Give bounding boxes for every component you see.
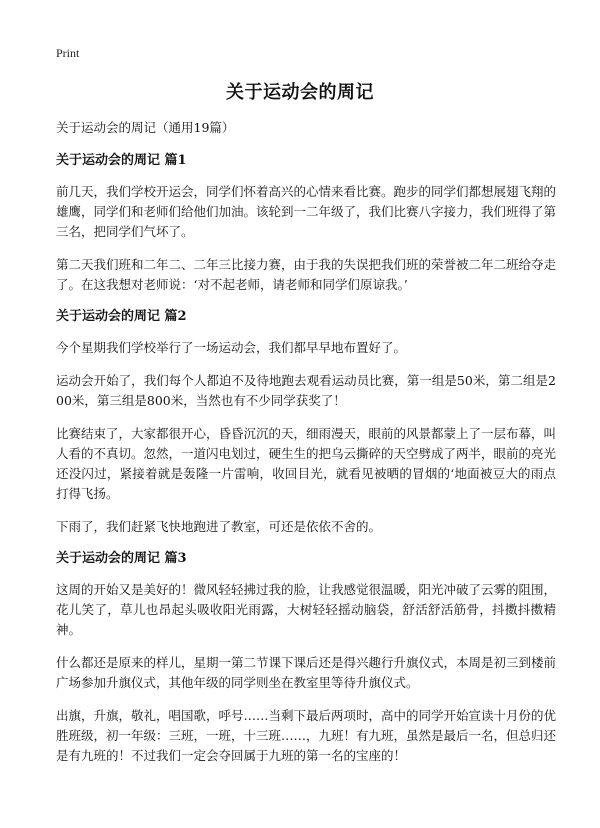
section-heading-2: 关于运动会的周记 篇2 xyxy=(56,309,187,324)
paragraph: 第二天我们班和二年二、二年三比接力赛，由于我的失误把我们班的荣誉被二年二班给夺走了。在这我想对老师说：‘对不起老师，请老师和同学们原谅我。’ xyxy=(56,257,557,292)
paragraph: 今个星期我们学校举行了一场运动会，我们都早早地布置好了。 xyxy=(56,340,407,355)
paragraph: 出旗，升旗，敬礼，唱国歌，呼号……当剩下最后两项时，高中的同学开始宣读十月份的优胜班级，初一年级：三班，一班，十三班……，九班！有九班，虽然是最后一名，但总归还是有九班的！不过我们一定会夺回属于九班的第一名的宝座的！ xyxy=(56,708,557,763)
print-link[interactable]: Print xyxy=(56,46,80,60)
paragraph: 什么都还是原来的样儿，星期一第二节课下课后还是得兴趣行升旗仪式，本周是初三到楼前广场参加升旗仪式，其他年级的同学则坐在教室里等待升旗仪式。 xyxy=(56,655,557,690)
section-heading-3: 关于运动会的周记 篇3 xyxy=(56,551,187,566)
paragraph: 前几天，我们学校开运会，同学们怀着高兴的心情来看比赛。跑步的同学们都想展翅飞翔的雄鹰，同学们和老师们给他们加油。该轮到一二年级了，我们比赛八字接力，我们班得了第三名，把同学们气坏了。 xyxy=(56,184,557,239)
paragraph: 运动会开始了，我们每个人都迫不及待地跑去观看运动员比赛，第一组是50米，第二组是200米，第三组是800米，当然也有不少同学获奖了！ xyxy=(56,373,556,408)
article-subtitle: 关于运动会的周记（通用19篇） xyxy=(56,120,235,135)
paragraph: 下雨了，我们赶紧飞快地跑进了教室，可还是依依不舍的。 xyxy=(56,519,382,534)
page-title: 关于运动会的周记 xyxy=(226,82,374,103)
paragraph: 这周的开始又是美好的！微风轻轻拂过我的脸，让我感觉很温暖，阳光冲破了云雾的阻围，花儿笑了，草儿也昂起头吸收阳光雨露，大树轻轻摇动脑袋，舒活舒活筋骨，抖擞抖擞精神。 xyxy=(56,582,557,637)
article-body xyxy=(56,119,556,766)
paragraph: 比赛结束了，大家都很开心，昏昏沉沉的天，细雨漫天，眼前的风景都蒙上了一层布幕，叫人看的不真切。忽然，一道闪电划过，硬生生的把乌云撕碎的天空劈成了两半，眼前的亮光还没闪过，紧接着就是轰隆一片雷响，收回目光，就看见被晒的冒烟的‘地面被豆大的雨点打得飞扬。 xyxy=(56,426,557,501)
section-heading-1: 关于运动会的周记 篇1 xyxy=(56,153,187,168)
